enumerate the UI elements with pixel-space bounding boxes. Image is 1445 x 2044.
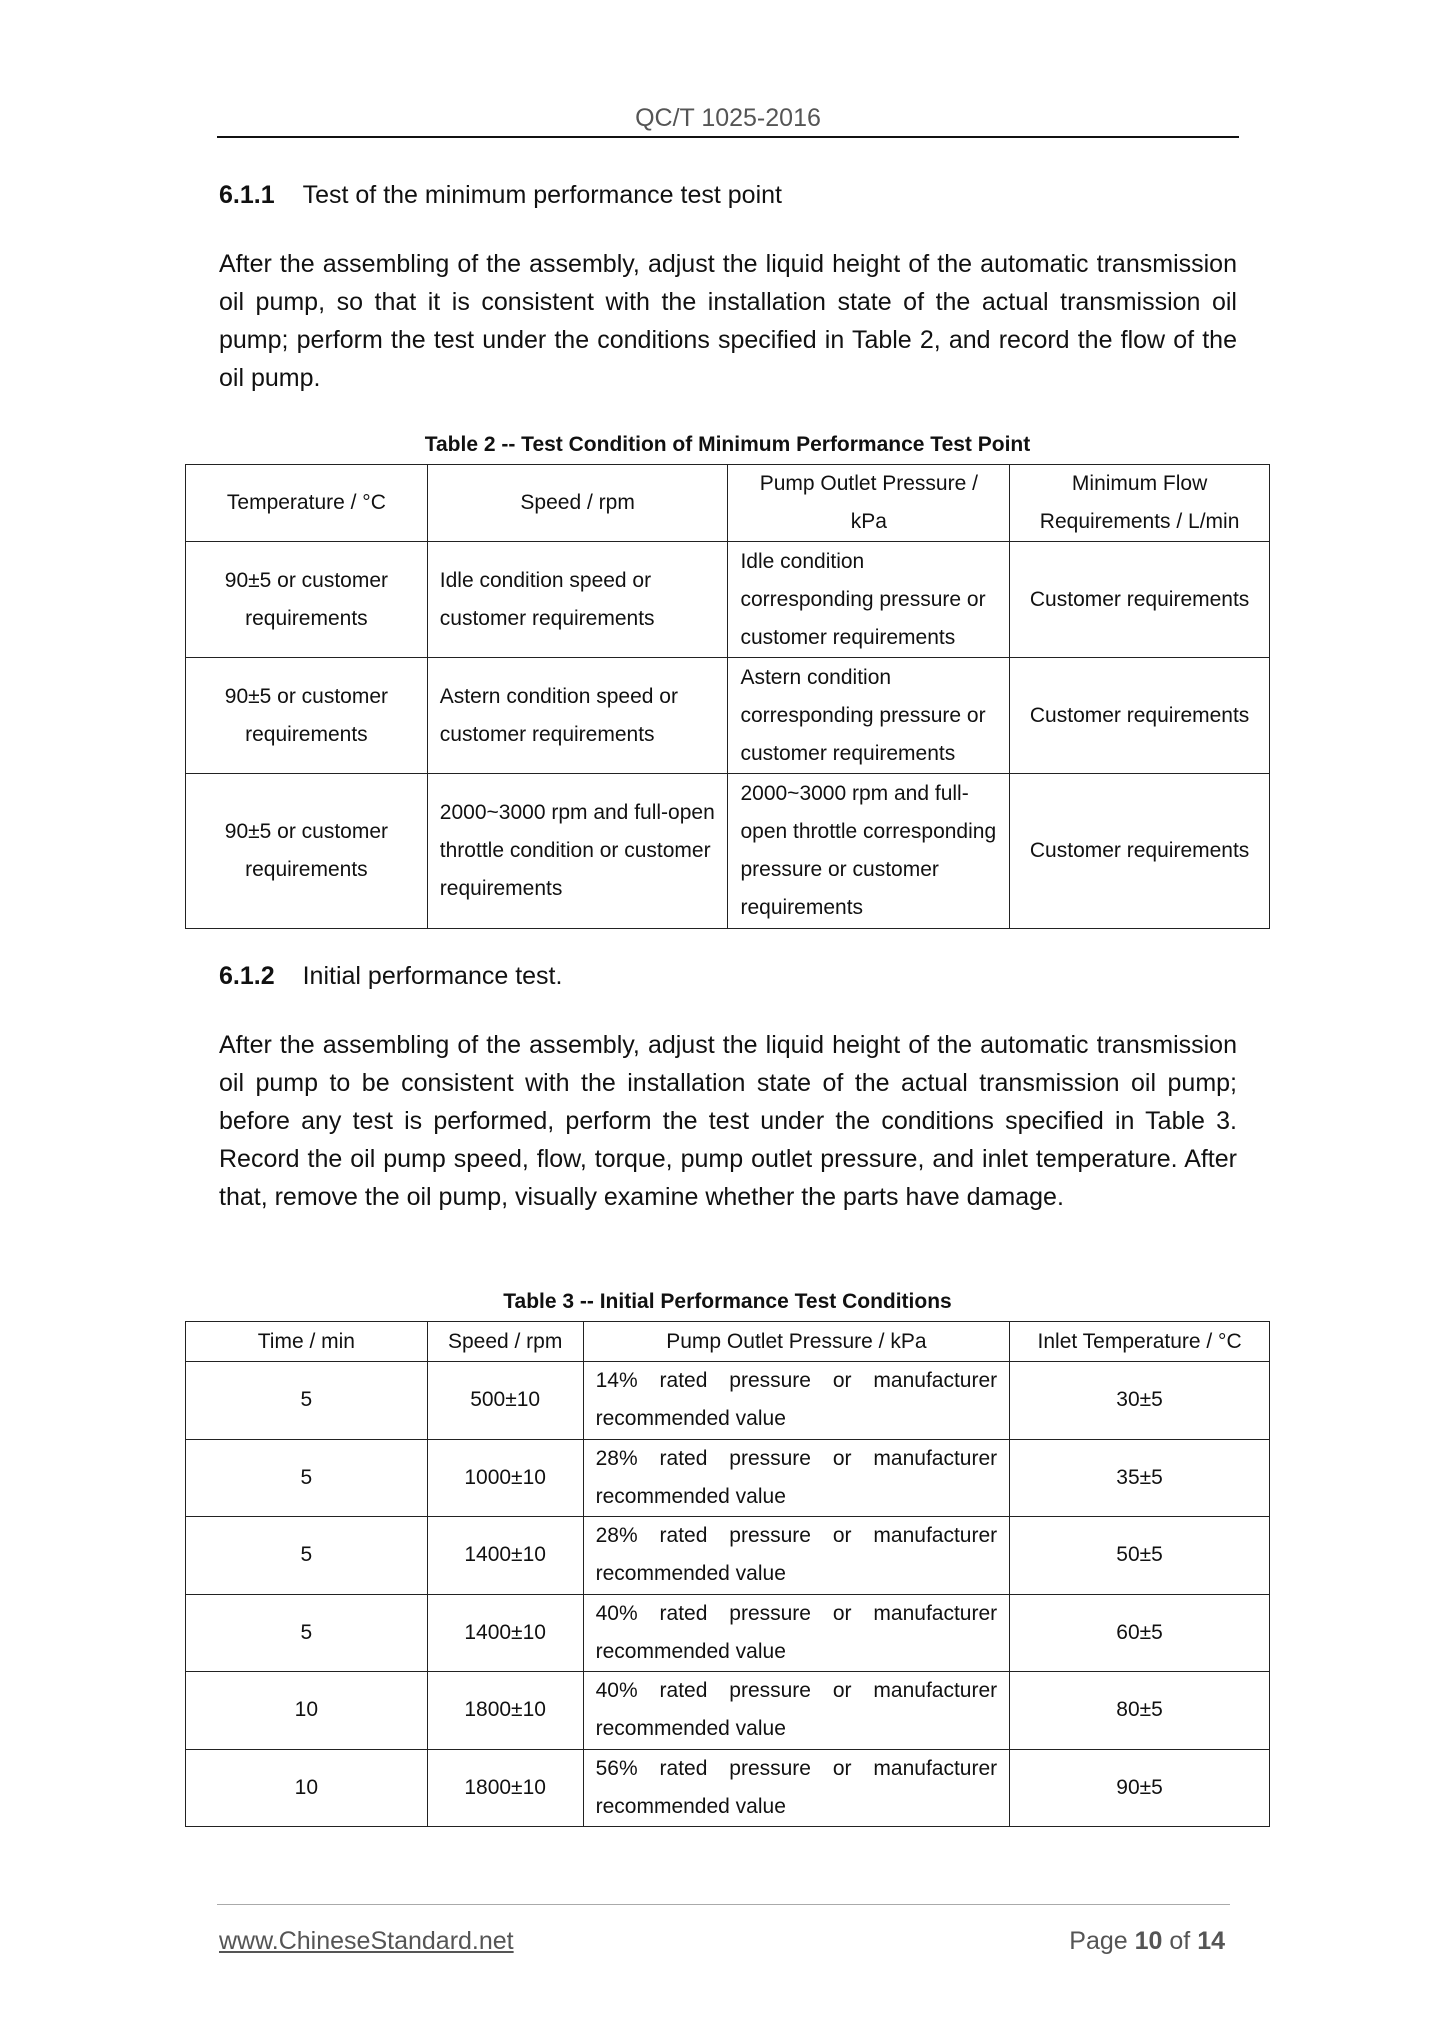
header-cell: Inlet Temperature / °C	[1010, 1322, 1270, 1362]
current-page: 10	[1134, 1927, 1163, 1955]
table-row	[186, 658, 1270, 774]
table-2	[185, 464, 1270, 929]
cell: 5	[186, 1594, 428, 1672]
cell: Customer requirements	[1010, 542, 1270, 658]
cell: 2000~3000 rpm and full-open throttle condition or customer requirements	[427, 774, 728, 929]
cell: Astern condition corresponding pressure or customer requirements	[728, 658, 1010, 774]
header-cell: Speed / rpm	[427, 465, 728, 542]
cell: Astern condition speed or customer requirements	[427, 658, 728, 774]
cell: 30±5	[1010, 1362, 1270, 1440]
page-label: Page	[1069, 1927, 1128, 1955]
header-cell: Pump Outlet Pressure / kPa	[728, 465, 1010, 542]
cell: 50±5	[1010, 1517, 1270, 1595]
cell: Idle condition speed or customer requirements	[427, 542, 728, 658]
table-row	[186, 1362, 1270, 1440]
cell: 35±5	[1010, 1439, 1270, 1517]
table-row	[186, 1672, 1270, 1750]
header-rule	[217, 136, 1239, 138]
cell: 1400±10	[427, 1517, 583, 1595]
cell: 10	[186, 1749, 428, 1827]
table-header-row	[186, 1322, 1270, 1362]
cell: 500±10	[427, 1362, 583, 1440]
cell: 14% rated pressure or manufacturer recommended value	[583, 1362, 1010, 1440]
table-row	[186, 1439, 1270, 1517]
table-caption: Table 2 -- Test Condition of Minimum Performance Test Point	[424, 433, 1031, 456]
cell: Idle condition corresponding pressure or customer requirements	[728, 542, 1010, 658]
cell: Customer requirements	[1010, 658, 1270, 774]
section-title: Test of the minimum performance test point	[302, 181, 782, 209]
cell: 28% rated pressure or manufacturer recommended value	[583, 1517, 1010, 1595]
cell: 1800±10	[427, 1672, 583, 1750]
cell: 90±5 or customer requirements	[186, 658, 428, 774]
cell: 56% rated pressure or manufacturer recommended value	[583, 1749, 1010, 1827]
table-3	[185, 1321, 1270, 1827]
section-heading-6-1-1	[219, 181, 782, 210]
header-cell: Pump Outlet Pressure / kPa	[583, 1322, 1010, 1362]
table-row	[186, 1517, 1270, 1595]
header-cell: Minimum Flow Requirements / L/min	[1010, 465, 1270, 542]
cell: 40% rated pressure or manufacturer recommended value	[583, 1672, 1010, 1750]
header-cell: Time / min	[186, 1322, 428, 1362]
footer-rule	[217, 1904, 1230, 1905]
cell: 1000±10	[427, 1439, 583, 1517]
cell: 10	[186, 1672, 428, 1750]
section-number: 6.1.2	[219, 962, 275, 990]
cell: 80±5	[1010, 1672, 1270, 1750]
header-cell: Temperature / °C	[186, 465, 428, 542]
document-id-header: QC/T 1025-2016	[635, 104, 821, 132]
table-caption: Table 3 -- Initial Performance Test Conditions	[503, 1290, 952, 1313]
section-title: Initial performance test.	[302, 962, 563, 990]
cell: 28% rated pressure or manufacturer recommended value	[583, 1439, 1010, 1517]
cell: 90±5 or customer requirements	[186, 774, 428, 929]
table-row	[186, 1749, 1270, 1827]
cell: 90±5 or customer requirements	[186, 542, 428, 658]
section-heading-6-1-2	[219, 962, 562, 991]
cell: 1800±10	[427, 1749, 583, 1827]
cell: 40% rated pressure or manufacturer recommended value	[583, 1594, 1010, 1672]
cell: 60±5	[1010, 1594, 1270, 1672]
section-number: 6.1.1	[219, 181, 275, 209]
table-row	[186, 1594, 1270, 1672]
cell: 5	[186, 1439, 428, 1517]
cell: Customer requirements	[1010, 774, 1270, 929]
page-of-label: of	[1169, 1927, 1191, 1955]
website-link[interactable]: www.ChineseStandard.net	[219, 1927, 514, 1955]
cell: 90±5	[1010, 1749, 1270, 1827]
cell: 2000~3000 rpm and full-open throttle corresponding pressure or customer requirements	[728, 774, 1010, 929]
total-pages: 14	[1197, 1927, 1225, 1955]
table-row	[186, 774, 1270, 929]
header-cell: Speed / rpm	[427, 1322, 583, 1362]
page-number	[1069, 1927, 1225, 1956]
cell: 5	[186, 1517, 428, 1595]
table-row	[186, 542, 1270, 658]
section-paragraph: After the assembling of the assembly, adjust the liquid height of the automatic transmission oil pump to be consistent with the installation state of the actual transmission oil pump; before any test is performed, perform the test under the conditions specified in Table 3. Record the oil pump speed, flow, torque, pump outlet pressure, and inlet temperature. After that, remove the oil pump, visually examine whether the parts have damage.	[219, 1031, 1237, 1211]
cell: 5	[186, 1362, 428, 1440]
table-header-row	[186, 465, 1270, 542]
cell: 1400±10	[427, 1594, 583, 1672]
section-paragraph: After the assembling of the assembly, adjust the liquid height of the automatic transmission oil pump, so that it is consistent with the installation state of the actual transmission oil pump; perform the test under the conditions specified in Table 2, and record the flow of the oil pump.	[219, 250, 1237, 392]
